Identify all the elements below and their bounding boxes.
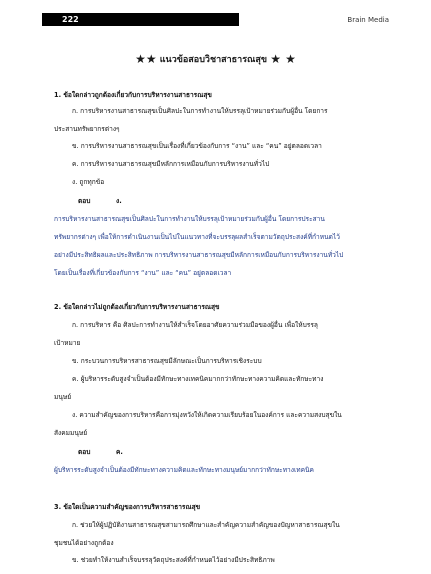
q1-explanation-line-3: อย่างมีประสิทธิผลและประสิทธิภาพ การบริหารงานสาธารณสุขมีหลักการเหมือนกับการบริหารงานทั่วไป: [54, 251, 344, 259]
q1-explanation-line-2: ทรัพยากรต่างๆ เพื่อให้การดำเนินงานเป็นไปในแนวทางที่จะบรรลุผลสำเร็จตามวัตถุประสงค์ที่กำหนดไว้: [54, 233, 340, 241]
q1-answer-value: ง.: [116, 197, 122, 205]
q2-answer-value: ค.: [116, 448, 123, 456]
q2-choice-d-cont: สังคมมนุษย์: [54, 429, 88, 437]
q1-choice-b: ข. การบริหารงานสาธารณสุขเป็นเรื่องที่เกี่ยวข้องกับการ “งาน” และ “คน” อยู่ตลอดเวลา: [72, 142, 322, 150]
page-title: [0, 52, 431, 66]
page-number: 222: [62, 15, 79, 24]
page-title-text: แนวข้อสอบวิชาสาธารณสุข: [159, 55, 268, 65]
star-left-icon: ★★: [135, 52, 157, 66]
q2-choice-c-cont: มนุษย์: [54, 393, 72, 401]
brand-name: Brain Media: [347, 16, 389, 24]
q2-choice-b: ข. กระบวนการบริหารสาธารณสุขมีลักษณะเป็นการบริหารเชิงระบบ: [72, 357, 262, 365]
q2-choice-a: ก. การบริหาร คือ ศิลปะการทำงานให้สำเร็จโดยอาศัยความร่วมมือของผู้อื่น เพื่อให้บรรลุ: [72, 321, 318, 329]
question-1: 1. ข้อใดกล่าวถูกต้องเกี่ยวกับการบริหารงานสาธารณสุข: [54, 91, 212, 99]
q2-explanation-line-1: ผู้บริหารระดับสูงจำเป็นต้องมีทักษะทางความคิดและทักษะทางมนุษย์มากกว่าทักษะทางเทคนิค: [54, 466, 314, 474]
q1-choice-d: ง. ถูกทุกข้อ: [72, 178, 105, 186]
q3-choice-a: ก. ช่วยให้ผู้ปฏิบัติงานสาธารณสุขสามารถศึกษาและสำคัญความสำคัญของปัญหาสาธารณสุขใน: [72, 521, 340, 529]
q2-choice-d: ง. ความสำคัญของการบริหารคือการมุ่งหวังให้เกิดความเรียบร้อยในองค์การ และความสงบสุขใน: [72, 411, 342, 419]
q1-choice-c: ค. การบริหารงานสาธารณสุขมีหลักการเหมือนกับการบริหารงานทั่วไป: [72, 160, 270, 168]
q2-choice-a-cont: เป้าหมาย: [54, 339, 81, 347]
q1-choice-a-cont: ประสานทรัพยากรต่างๆ: [54, 125, 120, 133]
q2-choice-c: ค. ผู้บริหารระดับสูงจำเป็นต้องมีทักษะทางเทคนิคมากกว่าทักษะทางความคิดและทักษะทาง: [72, 375, 324, 383]
question-3: 3. ข้อใดเป็นความสำคัญของการบริหารสาธารณสุข: [54, 503, 201, 511]
q2-answer-label: ตอบ: [78, 448, 91, 456]
question-2: 2. ข้อใดกล่าวไม่ถูกต้องเกี่ยวกับการบริหารงานสาธารณสุข: [54, 303, 220, 311]
q3-choice-b: ข. ช่วยทำให้งานสำเร็จบรรลุวัตถุประสงค์ที่กำหนดไว้อย่างมีประสิทธิภาพ: [72, 556, 275, 564]
q1-choice-a: ก. การบริหารงานสาธารณสุขเป็นศิลปะในการทำงานให้บรรลุเป้าหมายร่วมกับผู้อื่น โดยการ: [72, 107, 328, 115]
q1-explanation-line-1: การบริหารงานสาธารณสุขเป็นศิลปะในการทำงานให้บรรลุเป้าหมายร่วมกับผู้อื่น โดยการประสาน: [54, 215, 325, 223]
star-right-icon: ★ ★: [270, 52, 296, 66]
q1-explanation-line-4: โดยเป็นเรื่องที่เกี่ยวข้องกับการ “งาน” และ “คน” อยู่ตลอดเวลา: [54, 269, 232, 277]
q1-answer-label: ตอบ: [78, 197, 91, 205]
q3-choice-a-cont: ชุมชนได้อย่างถูกต้อง: [54, 539, 114, 547]
